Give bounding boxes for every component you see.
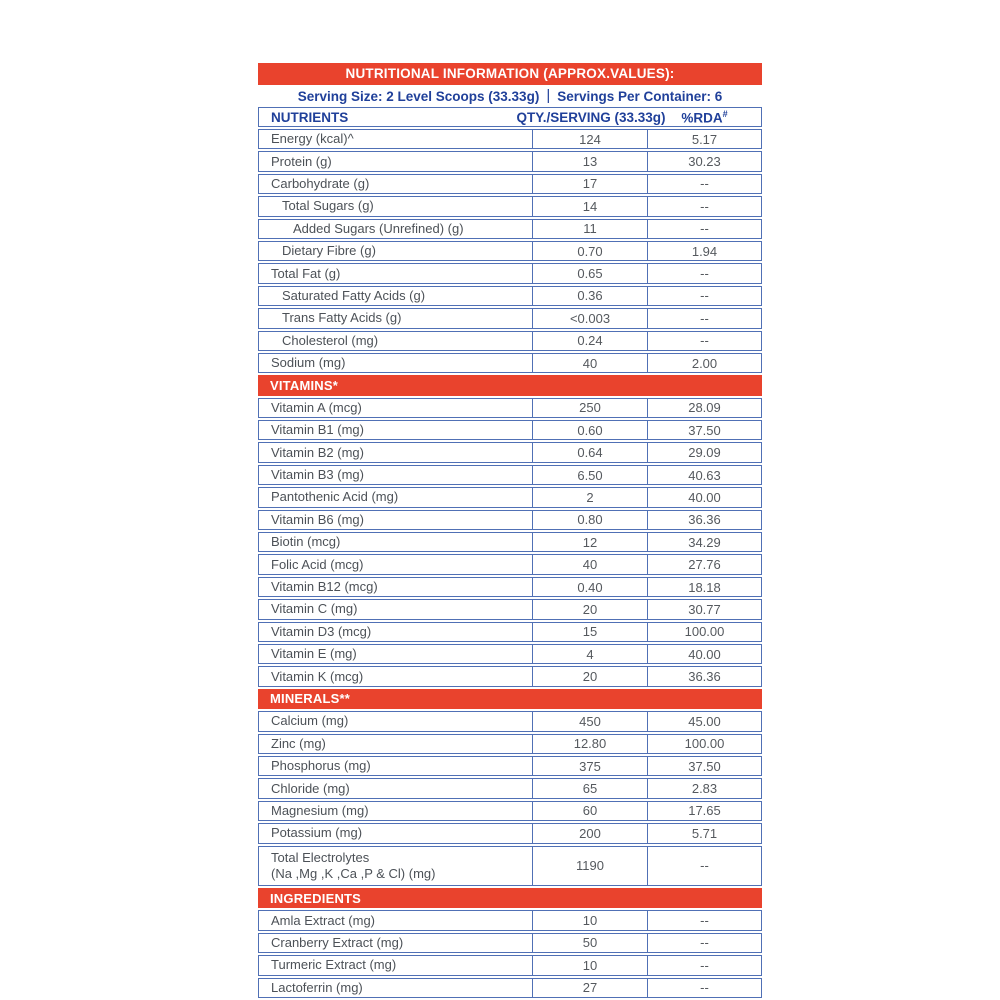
section-header-label: MINERALS**	[270, 691, 351, 707]
qty-per-serving-value: 4	[533, 645, 648, 663]
rda-percent-value: 40.00	[688, 646, 721, 662]
nutrient-row	[258, 666, 762, 686]
nutrient-label: Trans Fatty Acids (g)	[259, 309, 533, 327]
nutrient-label: Turmeric Extract (mg)	[259, 956, 533, 974]
rda-percent-value: 45.00	[688, 713, 721, 729]
rda-percent-value: 2.00	[691, 355, 718, 371]
nutrient-row	[258, 756, 762, 776]
servings-per-container-text: Servings Per Container: 6	[557, 88, 723, 104]
rda-percent-value: 100.00	[684, 624, 725, 640]
qty-per-serving-value: 0.36	[533, 287, 648, 305]
rda-percent-value: 36.36	[688, 669, 721, 685]
nutrient-row	[258, 196, 762, 216]
rda-percent-value: 40.63	[688, 467, 721, 483]
column-header-nutrients: NUTRIENTS	[271, 109, 349, 125]
rda-percent-value: 2.83	[691, 781, 718, 797]
nutrient-row	[258, 151, 762, 171]
rda-percent-value: 5.17	[691, 131, 718, 147]
rda-percent-value: 17.65	[688, 803, 721, 819]
qty-per-serving-value: 14	[533, 197, 648, 215]
nutrient-row	[258, 577, 762, 597]
qty-per-serving-value: 124	[533, 130, 648, 148]
qty-per-serving-value: 250	[533, 399, 648, 417]
serving-divider: |	[546, 86, 551, 104]
rda-percent-value: --	[700, 176, 709, 192]
nutrient-label: Zinc (mg)	[259, 735, 533, 753]
qty-per-serving-value: 0.60	[533, 421, 648, 439]
section-header-minerals	[258, 689, 762, 709]
nutrient-label: Vitamin B1 (mg)	[259, 421, 533, 439]
rda-footnote-mark: #	[722, 108, 728, 119]
nutrient-label: Chloride (mg)	[259, 779, 533, 797]
rda-percent-value: --	[700, 198, 709, 214]
qty-per-serving-value: 12.80	[533, 735, 648, 753]
nutrient-row	[258, 955, 762, 975]
nutrient-row	[258, 846, 762, 887]
nutrient-label: Energy (kcal)^	[259, 130, 533, 148]
nutrition-table-body	[258, 129, 762, 998]
nutrient-label: Calcium (mg)	[259, 712, 533, 730]
section-header-vitamins	[258, 375, 762, 395]
qty-per-serving-value: 11	[533, 220, 648, 238]
nutrient-row	[258, 263, 762, 283]
rda-percent-value: --	[700, 333, 709, 349]
qty-per-serving-value: 15	[533, 623, 648, 641]
column-header-row	[258, 107, 762, 127]
nutrient-row	[258, 644, 762, 664]
nutrient-row	[258, 978, 762, 998]
nutrient-label: Amla Extract (mg)	[259, 911, 533, 929]
nutrient-label: Dietary Fibre (g)	[259, 242, 533, 260]
nutrient-row	[258, 487, 762, 507]
rda-percent-value: --	[700, 221, 709, 237]
nutrient-row	[258, 129, 762, 149]
rda-percent-value: 37.50	[688, 758, 721, 774]
qty-per-serving-value: 50	[533, 934, 648, 952]
nutrient-label: Total Fat (g)	[259, 264, 533, 282]
rda-percent-value: 40.00	[688, 489, 721, 505]
nutrient-row	[258, 442, 762, 462]
nutrition-title-bar: NUTRITIONAL INFORMATION (APPROX.VALUES):	[258, 63, 762, 85]
nutrient-row	[258, 353, 762, 373]
qty-per-serving-value: 40	[533, 555, 648, 573]
rda-percent-value: --	[700, 957, 709, 973]
nutrient-label: Cholesterol (mg)	[259, 332, 533, 350]
nutrient-row	[258, 219, 762, 239]
nutrient-label: Protein (g)	[259, 152, 533, 170]
nutrient-label: Sodium (mg)	[259, 354, 533, 372]
rda-percent-value: 30.23	[688, 154, 721, 170]
nutrition-label	[258, 63, 762, 1000]
qty-per-serving-value: 13	[533, 152, 648, 170]
nutrient-row	[258, 933, 762, 953]
nutrient-label: Saturated Fatty Acids (g)	[259, 287, 533, 305]
qty-per-serving-value: 12	[533, 533, 648, 551]
rda-percent-value: --	[700, 858, 709, 874]
qty-per-serving-value: 17	[533, 175, 648, 193]
nutrient-label: Folic Acid (mcg)	[259, 555, 533, 573]
rda-percent-value: 1.94	[691, 243, 718, 259]
nutrient-label: Vitamin C (mg)	[259, 600, 533, 618]
nutrient-row	[258, 510, 762, 530]
section-header-label: VITAMINS*	[270, 377, 339, 393]
qty-per-serving-value: 0.24	[533, 332, 648, 350]
rda-percent-value: 37.50	[688, 422, 721, 438]
qty-per-serving-value: 2	[533, 488, 648, 506]
nutrient-label: Vitamin E (mg)	[259, 645, 533, 663]
qty-per-serving-value: 375	[533, 757, 648, 775]
nutrient-label: Total Electrolytes (Na ,Mg ,K ,Ca ,P & Cl) (mg)	[259, 847, 533, 886]
rda-percent-value: 36.36	[688, 512, 721, 528]
nutrient-row	[258, 910, 762, 930]
qty-per-serving-value: 65	[533, 779, 648, 797]
nutrient-row	[258, 532, 762, 552]
nutrient-label: Vitamin A (mcg)	[259, 399, 533, 417]
nutrient-label: Vitamin B12 (mcg)	[259, 578, 533, 596]
serving-size-text: Serving Size: 2 Level Scoops (33.33g)	[297, 88, 540, 104]
nutrient-label: Magnesium (mg)	[259, 802, 533, 820]
nutrient-label: Vitamin D3 (mcg)	[259, 623, 533, 641]
rda-percent-value: --	[700, 935, 709, 951]
nutrient-label: Vitamin B3 (mg)	[259, 466, 533, 484]
nutrient-row	[258, 622, 762, 642]
qty-per-serving-value: 10	[533, 911, 648, 929]
nutrient-row	[258, 801, 762, 821]
nutrient-row	[258, 823, 762, 843]
nutrient-row	[258, 554, 762, 574]
nutrient-row	[258, 734, 762, 754]
qty-per-serving-value: 0.65	[533, 264, 648, 282]
nutrient-label: Phosphorus (mg)	[259, 757, 533, 775]
qty-per-serving-value: 40	[533, 354, 648, 372]
qty-per-serving-value: 0.40	[533, 578, 648, 596]
serving-info	[258, 85, 762, 107]
rda-percent-value: 34.29	[688, 534, 721, 550]
qty-per-serving-value: 1190	[533, 847, 648, 886]
rda-percent-value: --	[700, 913, 709, 929]
nutrient-label: Vitamin B6 (mg)	[259, 511, 533, 529]
rda-percent-value: 29.09	[688, 445, 721, 461]
nutrient-row	[258, 465, 762, 485]
section-header-ingredients	[258, 888, 762, 908]
nutrient-row	[258, 174, 762, 194]
section-header-label: INGREDIENTS	[270, 890, 362, 906]
qty-per-serving-value: 0.80	[533, 511, 648, 529]
rda-percent-value: 5.71	[691, 825, 718, 841]
nutrient-label: Biotin (mcg)	[259, 533, 533, 551]
nutrient-row	[258, 241, 762, 261]
qty-per-serving-value: 20	[533, 600, 648, 618]
qty-per-serving-value: 10	[533, 956, 648, 974]
qty-per-serving-value: 20	[533, 667, 648, 685]
qty-per-serving-value: 200	[533, 824, 648, 842]
column-header-qty-serving: QTY./SERVING (33.33g)	[516, 109, 666, 125]
rda-percent-value: 28.09	[688, 400, 721, 416]
qty-per-serving-value: <0.003	[533, 309, 648, 327]
nutrient-row	[258, 286, 762, 306]
nutrient-row	[258, 308, 762, 328]
nutrient-label: Cranberry Extract (mg)	[259, 934, 533, 952]
nutrient-row	[258, 599, 762, 619]
rda-percent-value: 100.00	[684, 736, 725, 752]
qty-per-serving-value: 0.64	[533, 443, 648, 461]
nutrient-row	[258, 331, 762, 351]
nutrient-label: Total Sugars (g)	[259, 197, 533, 215]
nutrient-label: Carbohydrate (g)	[259, 175, 533, 193]
rda-percent-value: 30.77	[688, 601, 721, 617]
nutrient-label: Potassium (mg)	[259, 824, 533, 842]
nutrient-row	[258, 711, 762, 731]
rda-percent-value: --	[700, 288, 709, 304]
nutrient-row	[258, 420, 762, 440]
rda-percent-value: 27.76	[688, 557, 721, 573]
nutrient-row	[258, 778, 762, 798]
rda-percent-value: 18.18	[688, 579, 721, 595]
qty-per-serving-value: 0.70	[533, 242, 648, 260]
nutrient-label: Lactoferrin (mg)	[259, 979, 533, 997]
nutrient-label: Vitamin B2 (mg)	[259, 443, 533, 461]
qty-per-serving-value: 27	[533, 979, 648, 997]
rda-percent-value: --	[700, 266, 709, 282]
column-header-rda: %RDA#	[681, 108, 728, 126]
rda-percent-value: --	[700, 980, 709, 996]
qty-per-serving-value: 60	[533, 802, 648, 820]
qty-per-serving-value: 450	[533, 712, 648, 730]
nutrient-label: Pantothenic Acid (mg)	[259, 488, 533, 506]
qty-per-serving-value: 6.50	[533, 466, 648, 484]
nutrient-label: Added Sugars (Unrefined) (g)	[259, 220, 533, 238]
nutrient-row	[258, 398, 762, 418]
rda-percent-value: --	[700, 310, 709, 326]
nutrient-label: Vitamin K (mcg)	[259, 667, 533, 685]
